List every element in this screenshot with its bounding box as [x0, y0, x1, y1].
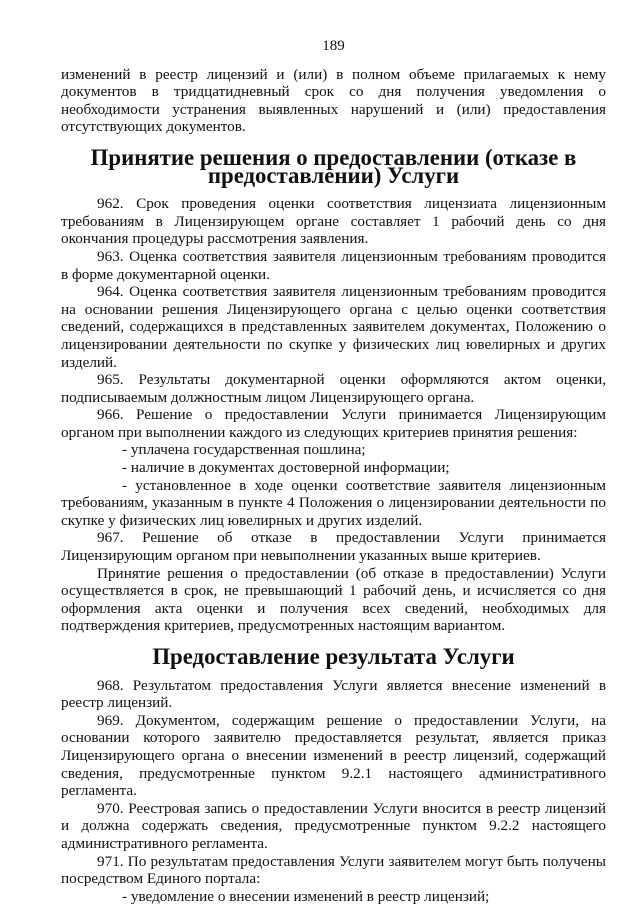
section-heading-decision: Принятие решения о предоставлении (отказе в предоставлении) Услуги [90, 144, 577, 188]
list-item-notification: - уведомление о внесении изменений в реестр лицензий; [122, 887, 490, 905]
paragraph-966: 966. Решение о предоставлении Услуги принимается Лицензирующим органом при выполнении каждого из следующих критериев принятия решения: [61, 406, 606, 441]
paragraph-964: 964. Оценка соответствия заявителя лицензионным требованиям проводится на основании решения Лицензирующего органа с целью оценки соответствия сведений, содержащихся в представленных заявителем документах, Положению о лицензировании деятельности по скупке у физических лиц ювелирных и других изделий. [61, 283, 606, 371]
list-item-compliance: - установленное в ходе оценки соответствие заявителя лицензионным требованиям, указанным в пункте 4 Положения о лицензировании деятельности по скупке у физических лиц ювелирных и других изделий. [61, 476, 606, 529]
page-number: 189 [322, 38, 345, 54]
list-item-state-fee: - уплачена государственная пошлина; [122, 441, 366, 459]
paragraph-968: 968. Результатом предоставления Услуги является внесение изменений в реестр лицензий. [61, 676, 606, 712]
paragraph-970: 970. Реестровая запись о предоставлении Услуги вносится в реестр лицензий и должна содержать сведения, предусмотренные пунктом 9.2.2 настоящего административного регламента. [61, 799, 606, 852]
list-item-reliable-info: - наличие в документах достоверной информации; [122, 459, 450, 477]
paragraph-963: 963. Оценка соответствия заявителя лицензионным требованиям проводится в форме документарной оценки. [61, 247, 606, 283]
paragraph-969: 969. Документом, содержащим решение о предоставлении Услуги, на основании которого заявителю предоставляется результат, является приказ Лицензирующего органа о внесении изменений в реестр лицензий, содержащий сведения, предусмотренные пунктом 9.2.1 настоящего административного регламента. [61, 711, 606, 800]
paragraph-continuation: изменений в реестр лицензий и (или) в полном объеме прилагаемых к нему документов в тридцатидневный срок со дня получения уведомления о необходимости устранения выявленных нарушений и (или) предоставления отсутствующих документов. [61, 65, 606, 136]
paragraph-decision-term: Принятие решения о предоставлении (об отказе в предоставлении) Услуги осуществляется в срок, не превышающий 1 рабочий день, и исчисляется со дня оформления акта оценки и получения всех сведений, необходимых для подтверждения критериев, предусмотренных настоящим вариантом. [61, 564, 606, 635]
paragraph-965: 965. Результаты документарной оценки оформляются актом оценки, подписываемым должностным лицом Лицензирующего органа. [61, 371, 606, 406]
paragraph-967: 967. Решение об отказе в предоставлении Услуги принимается Лицензирующим органом при невыполнении указанных выше критериев. [61, 529, 606, 565]
section-heading-result: Предоставление результата Услуги [152, 644, 515, 669]
paragraph-971: 971. По результатам предоставления Услуги заявителем могут быть получены посредством Единого портала: [61, 852, 606, 888]
paragraph-962: 962. Срок проведения оценки соответствия лицензиата лицензионным требованиям в Лицензирующем органе составляет 1 рабочий день со дня окончания процедуры рассмотрения заявления. [61, 195, 606, 248]
